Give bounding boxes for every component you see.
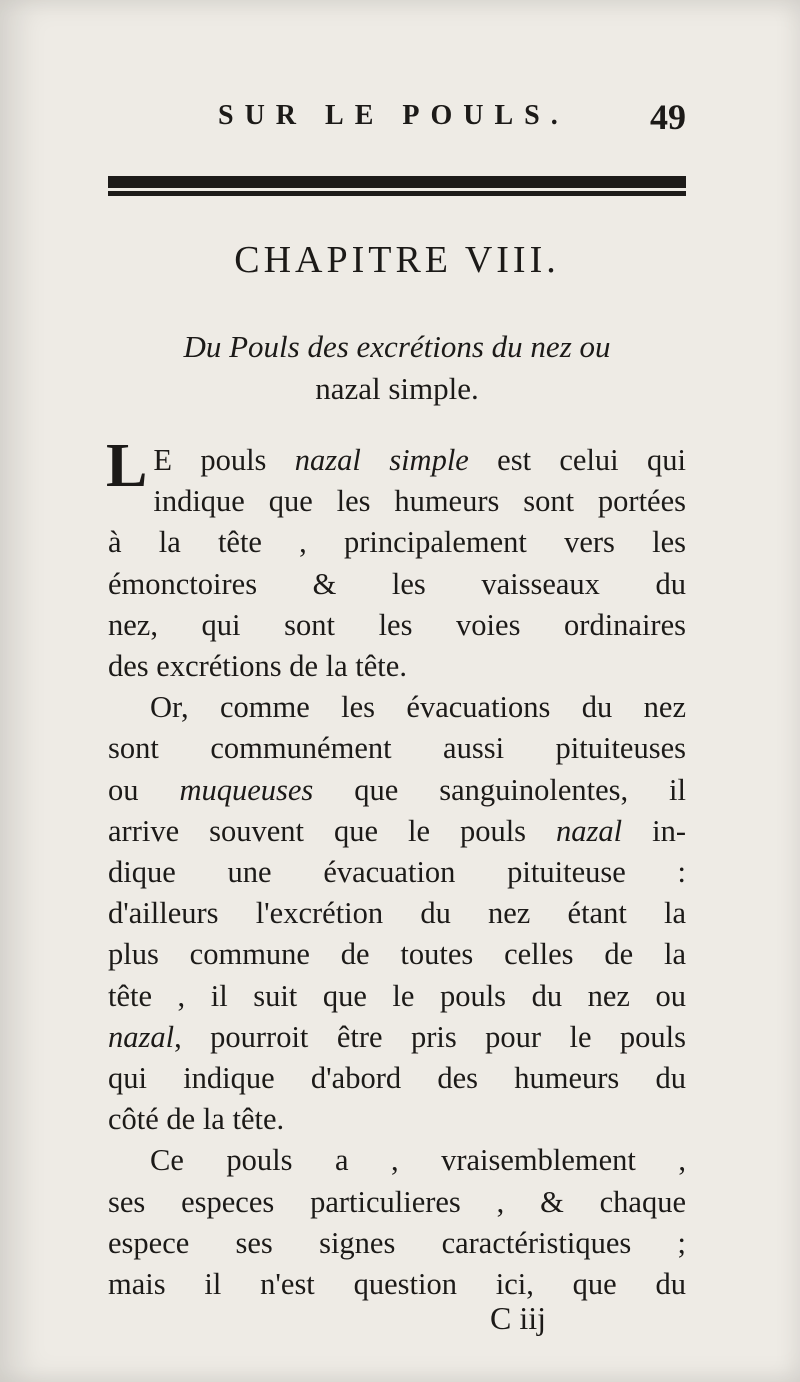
text-line (108, 811, 686, 852)
signature-mark: C iij (490, 1300, 547, 1336)
paragraph-3 (108, 1140, 686, 1305)
drop-cap: L (106, 432, 148, 500)
text-line: dique une évacuation pituiteuse : (108, 855, 686, 890)
paragraph-2 (108, 687, 686, 1140)
chapter-title: CHAPITRE VIII. (234, 239, 560, 281)
text-line: émonctoires & les vaisseaux du (108, 566, 686, 601)
italic-term: nazal (108, 1019, 175, 1054)
text-line: à la tête , principalement vers les (108, 525, 686, 560)
text-line: Ce pouls a , vraisemblement , (150, 1143, 686, 1178)
text-line (108, 1017, 686, 1058)
text-line: espece ses signes caractéristiques ; (108, 1225, 686, 1260)
text-span: , pourroit être pris pour le pouls (174, 1019, 686, 1054)
text-line: Or, comme les évacuations du nez (150, 690, 686, 725)
text-line: d'ailleurs l'excrétion du nez étant la (108, 896, 686, 931)
text-span: ou (108, 772, 180, 807)
text-line: sont communément aussi pituiteuses (108, 731, 686, 766)
text-span: arrive souvent que le pouls (108, 813, 557, 848)
page-number: 49 (650, 97, 686, 137)
paragraph-1 (106, 432, 686, 687)
text-line (153, 440, 686, 481)
text-line: ses especes particulieres , & chaque (108, 1184, 686, 1219)
section-title-line-2: nazal simple. (315, 371, 479, 406)
text-line: des excrétions de la tête. (108, 649, 407, 684)
body-text (106, 432, 686, 1305)
text-line (108, 770, 686, 811)
section-title-line-1: Du Pouls des excrétions du nez ou (183, 329, 611, 364)
italic-term: muqueuses (179, 772, 314, 807)
text-line: mais il n'est question ici, que du (108, 1267, 686, 1302)
text-span: est celui qui (468, 443, 686, 477)
text-span: que sanguinolentes, il (313, 772, 686, 807)
text-span: in- (622, 813, 686, 848)
section-title (108, 326, 686, 410)
text-line: qui indique d'abord des humeurs du (108, 1061, 686, 1096)
text-span: E pouls (153, 443, 295, 477)
page-header (110, 96, 690, 140)
text-line: plus commune de toutes celles de la (108, 937, 686, 972)
italic-term: nazal (556, 813, 623, 848)
text-line: nez, qui sont les voies ordinaires (108, 607, 686, 642)
text-line: indique que les humeurs sont portées (153, 484, 686, 519)
text-line: côté de la tête. (108, 1102, 285, 1137)
italic-term: nazal simple (294, 443, 469, 477)
text-line: tête , il suit que le pouls du nez ou (108, 978, 686, 1013)
header-rule (108, 176, 686, 191)
running-head: SUR LE POULS. (218, 100, 569, 131)
